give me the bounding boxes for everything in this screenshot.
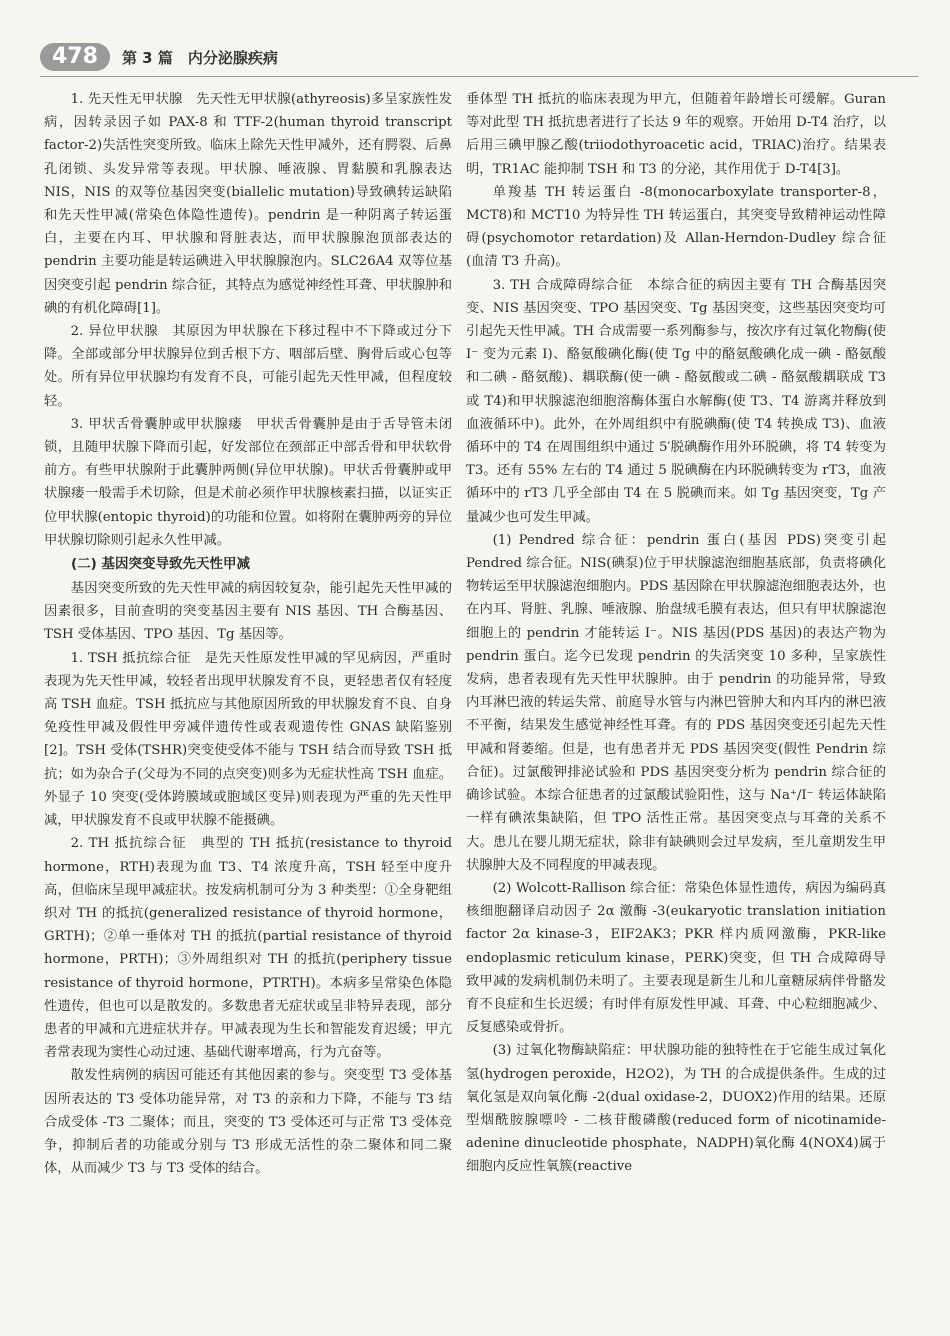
paragraph: 单羧基 TH 转运蛋白 -8(monocarboxylate transporter-8，MCT8)和 MCT10 为特异性 TH 转运蛋白，其突变导致精神运动性障碍(psychomotor retardation)及 Allan-Herndon-Dudley 综合征(血清 T3 升高)。 xyxy=(466,184,886,270)
right-column xyxy=(466,88,886,1179)
paragraph: 1. 先天性无甲状腺 先天性无甲状腺(athyreosis)多呈家族性发病，因转录因子如 PAX-8 和 TTF-2(human thyroid transcript factor-2)失活性突变所致。临床上除先天性甲减外，还有腭裂、后鼻孔闭锁、头发异常等表现。甲状腺、唾液腺、胃黏膜和乳腺表达 NIS，NIS 的双等位基因突变(biallelic mutation)导致碘转运缺陷和先天性甲减(常染色体隐性遗传)。pendrin 是一种阴离子转运蛋白，主要在内耳、甲状腺和肾脏表达，而甲状腺腺泡顶部表达的 pendrin 主要功能是转运碘进入甲状腺腺泡内。SLC26A4 双等位基因突变引起 pendrin 综合征，其特点为感觉神经性耳聋、甲状腺肿和碘的有机化障碍[1]。 xyxy=(44,92,452,316)
paragraph: 2. 异位甲状腺 其原因为甲状腺在下移过程中不下降或过分下降。全部或部分甲状腺异位到舌根下方、咽部后壁、胸骨后或心包等处。所有异位甲状腺均有发育不良，可能引起先天性甲减，但程度较轻。 xyxy=(44,324,452,409)
paragraph: 基因突变所致的先天性甲减的病因较复杂，能引起先天性甲减的因素很多，目前查明的突变基因主要有 NIS 基因、TH 合酶基因、TSH 受体基因、TPO 基因、Tg 基因等。 xyxy=(44,581,452,643)
paragraph-continued: 垂体型 TH 抵抗的临床表现为甲亢，但随着年龄增长可缓解。Guran 等对此型 TH 抵抗患者进行了长达 9 年的观察。开始用 D-T4 治疗，以后用三碘甲腺乙酸(triiodothyroacetic acid，TRIAC)治疗。结果表明，TR1AC 能抑制 TSH 和 T3 的分泌，其作用优于 D-T4[3]。 xyxy=(466,92,886,177)
paragraph: 1. TSH 抵抗综合征 是先天性原发性甲减的罕见病因，严重时表现为先天性甲减，较轻者出现甲状腺发育不良，更轻患者仅有轻度高 TSH 血症。TSH 抵抗应与其他原因所致的甲状腺发育不良、自身免疫性甲减及假性甲旁减伴遗传性或表观遗传性 GNAS 缺陷鉴别[2]。TSH 受体(TSHR)突变使受体不能与 TSH 结合而导致 TSH 抵抗；如为杂合子(父母为不同的点突变)则多为无症状性高 TSH 血症。外显子 10 突变(受体跨膜域或胞域区变异)则表现为严重的先天性甲减，甲状腺发育不良或甲状腺不能摄碘。 xyxy=(44,650,452,829)
page-header xyxy=(40,42,278,72)
header-rule xyxy=(40,76,918,77)
chapter-title: 第 3 篇 内分泌腺疾病 xyxy=(121,48,278,67)
page-number: 478 xyxy=(40,43,110,71)
paragraph: 2. TH 抵抗综合征 典型的 TH 抵抗(resistance to thyroid hormone，RTH)表现为血 T3、T4 浓度升高，TSH 轻至中度升高，但临床呈现甲减症状。按发病机制可分为 3 种类型：①全身靶组织对 TH 的抵抗(generalized resistance of thyroid hormone，GRTH)；②单一垂体对 TH 的抵抗(partial resistance of thyroid hormone，PRTH)；③外周组织对 TH 的抵抗(periphery tissue resistance of thyroid hormone，PTRTH)。本病多呈常染色体隐性遗传，但也可以是散发的。多数患者无症状或呈非特异表现，部分患者的甲减和亢进症状并存。甲减表现为生长和智能发育迟缓；甲亢者常表现为窦性心动过速、基础代谢率增高，行为亢奋等。 xyxy=(44,836,452,1061)
paragraph: 3. TH 合成障碍综合征 本综合征的病因主要有 TH 合酶基因突变、NIS 基因突变、TPO 基因突变、Tg 基因突变，这些基因突变均可引起先天性甲减。TH 合成需要一系列酶参与，按次序有过氧化物酶(使 I⁻ 变为元素 I)、酪氨酸碘化酶(使 Tg 中的酪氨酸碘化成一碘 - 酪氨酸和二碘 - 酪氨酸)、耦联酶(使一碘 - 酪氨酸或二碘 - 酪氨酸耦联成 T3 或 T4)和甲状腺滤泡细胞溶酶体蛋白水解酶(使 T3、T4 游离并释放到血液循环中)。此外，在外周组织中有脱碘酶(使 T4 转换成 T3)、血液循环中的 T4 在周围组织中通过 5′脱碘酶作用外环脱碘，将 T4 转变为 T3。还有 55% 左右的 T4 通过 5 脱碘酶在内环脱碘转变为 rT3，血液循环中的 rT3 几乎全部由 T4 在 5 脱碘而来。如 Tg 基因突变，Tg 产量减少也可发生甲减。 xyxy=(466,277,886,525)
paragraph: 散发性病例的病因可能还有其他因素的参与。突变型 T3 受体基因所表达的 T3 受体功能异常，对 T3 的亲和力下降，不能与 T3 结合成受体 -T3 二聚体；而且，突变的 T3 受体还可与正常 T3 受体竞争，抑制后者的功能或分别与 T3 形成无活性的杂二聚体和同二聚体，从而减少 T3 与 T3 受体的结合。 xyxy=(44,1068,452,1177)
paragraph: (1) Pendred 综合征：pendrin 蛋白(基因 PDS)突变引起 Pendred 综合征。NIS(碘泵)位于甲状腺滤泡细胞基底部，负责将碘化物转运至甲状腺滤泡细胞内。PDS 基因除在甲状腺滤泡细胞表达外，也在内耳、肾脏、乳腺、唾液腺、胎盘绒毛膜有表达，但只有甲状腺滤泡细胞上的 pendrin 才能转运 I⁻。NIS 基因(PDS 基因)的表达产物为 pendrin 蛋白。迄今已发现 pendrin 的失活突变 10 多种，呈家族性发病，患者表现有先天性甲状腺肿。由于 pendrin 的功能异常，导致内耳淋巴液的转运失常、前庭导水管与内淋巴管肿大和内耳内的淋巴液不平衡，结果发生感觉神经性耳聋。有的 PDS 基因突变还引起先天性甲减和肾萎缩。但是，也有患者并无 PDS 基因突变(假性 Pendrin 综合征)。过氯酸钾排泌试验和 PDS 基因突变分析为 pendrin 综合征的确诊试验。本综合征患者的过氯酸试验阳性，这与 Na⁺/I⁻ 转运体缺陷一样有碘浓集缺陷，但 TPO 活性正常。基因突变点与耳聋的关系不大。患儿在婴儿期无症状，除非有缺碘则会过早发病，至儿童期发生甲状腺肿大及不同程度的甲减表现。 xyxy=(466,532,886,873)
paragraph: (2) Wolcott-Rallison 综合征：常染色体显性遗传，病因为编码真核细胞翻译启动因子 2α 激酶 -3(eukaryotic translation initiation factor 2α kinase-3，EIF2AK3；PKR 样内质网激酶，PKR-like endoplasmic reticulum kinase，PERK)突变，但 TH 合成障碍导致甲减的发病机制仍未明了。主要表现是新生儿和儿童糖尿病伴骨骼发育不良症和生长迟缓；有时伴有原发性甲减、耳聋、中心粒细胞减少、反复感染或骨折。 xyxy=(466,880,886,1036)
paragraph: 3. 甲状舌骨囊肿或甲状腺瘘 甲状舌骨囊肿是由于舌导管未闭锁，且随甲状腺下降而引起，好发部位在颈部正中部舌骨和甲状软骨前方。有些甲状腺附于此囊肿两侧(异位甲状腺)。甲状舌骨囊肿或甲状腺瘘一般需手术切除，但是术前必须作甲状腺核素扫描，以证实正位甲状腺(entopic thyroid)的功能和位置。如将附在囊肿两旁的异位甲状腺切除则引起永久性甲减。 xyxy=(44,416,452,548)
left-column xyxy=(44,88,452,1180)
section-heading: (二) 基因突变导致先天性甲减 xyxy=(71,556,251,573)
paragraph: (3) 过氧化物酶缺陷症：甲状腺功能的独特性在于它能生成过氧化氢(hydrogen peroxide，H2O2)，为 TH 的合成提供条件。生成的过氧化氢是双向氧化酶 -2(dual oxidase-2，DUOX2)作用的结果。还原型烟酰胺腺嘌呤 - 二核苷酸磷酸(reduced form of nicotinamide-adenine dinucleotide phosphate，NADPH)氧化酶 4(NOX4)属于细胞内反应性氧簇(reactive xyxy=(466,1043,886,1175)
